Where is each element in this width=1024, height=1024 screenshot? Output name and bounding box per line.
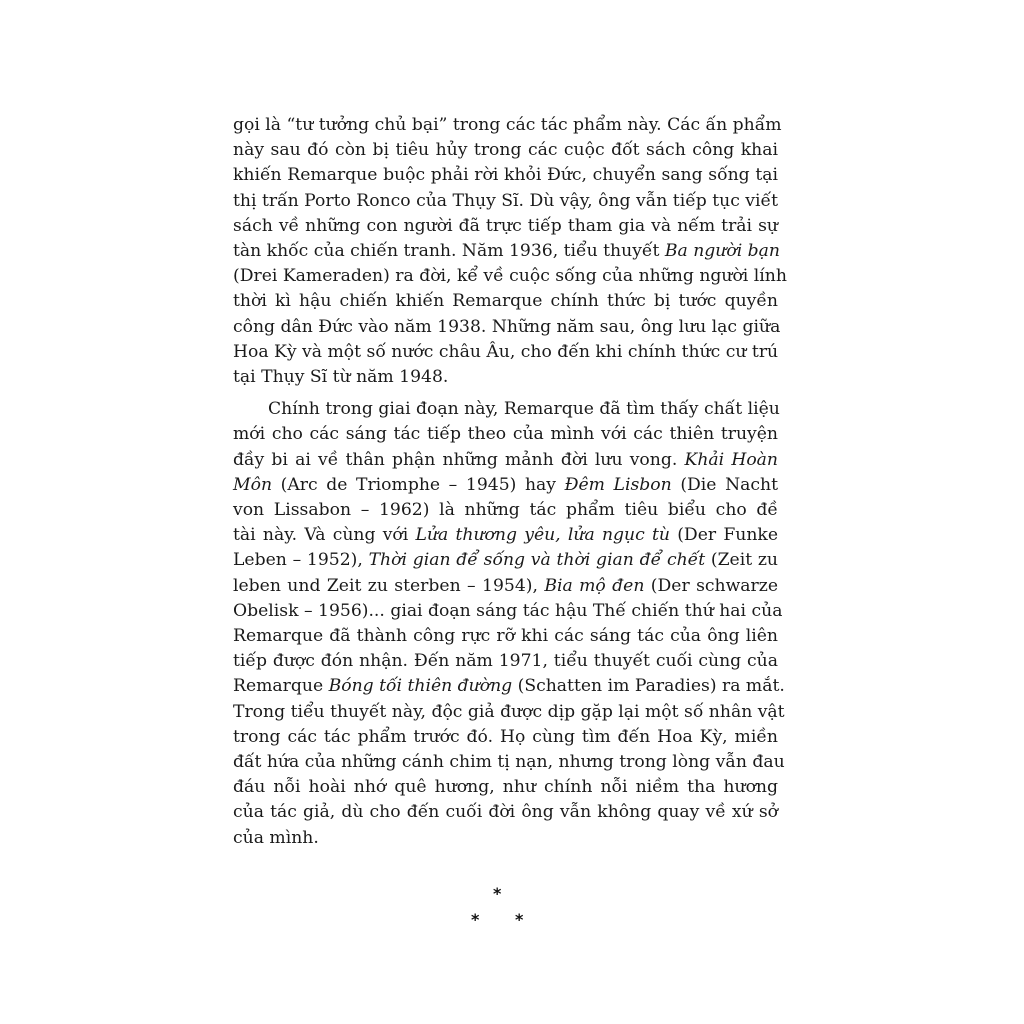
text-line: (Drei Kameraden) ra đời, kể về cuộc sống của những người lính [233,266,787,287]
text-line: trong các tác phẩm trước đó. Họ cùng tìm đến Hoa Kỳ, miền [233,726,778,747]
body-text [233,113,787,858]
book-title-dem-lisbon: Đêm Lisbon [564,474,672,495]
text-run: tài này. Và cùng với [233,525,416,546]
text-line: thời kì hậu chiến khiến Remarque chính thức bị tước quyền [233,291,778,312]
text-run: tàn khốc của chiến tranh. Năm 1936, tiểu thuyết [233,241,665,262]
book-title-bong-toi-thien-duong: Bóng tối thiên đường [328,676,513,697]
text-line [233,674,785,699]
text-line [233,448,778,473]
book-title-khai-hoan-mon-cont: Môn [233,474,273,495]
book-title-ba-nguoi-ban: Ba người bạn [664,241,780,262]
text-line [233,548,778,573]
text-run: (Arc de Triomphe – 1945) hay [272,474,565,495]
text-line [233,473,778,498]
text-run: (Schatten im Paradies) ra mắt. [512,676,785,697]
text-run: Remarque [233,676,329,697]
paragraph-2 [233,397,785,851]
text-run: (Die Nacht [671,474,778,495]
text-run: Leben – 1952), [233,550,369,571]
book-title-bia-mo-den: Bia mộ đen [544,575,645,596]
paragraph-1 [233,113,787,390]
text-line: đáu nỗi hoài nhớ quê hương, như chính nỗi niềm tha hương [233,777,778,798]
text-line [233,239,778,264]
text-line: đất hứa của những cánh chim tị nạn, nhưng trong lòng vẫn đau [233,752,785,773]
text-run: (Der schwarze [644,575,778,596]
text-line: von Lissabon – 1962) là những tác phẩm tiêu biểu cho đề [233,500,778,521]
text-line: của tác giả, dù cho đến cuối đời ông vẫn không quay về xứ sở [233,802,778,823]
text-line: khiến Remarque buộc phải rời khỏi Đức, chuyển sang sống tại [233,165,778,186]
text-line: Chính trong giai đoạn này, Remarque đã tìm thấy chất liệu [268,399,780,420]
text-line: công dân Đức vào năm 1938. Những năm sau, ông lưu lạc giữa [233,316,781,337]
text-line: này sau đó còn bị tiêu hủy trong các cuộc đốt sách công khai [233,140,778,161]
section-break-asterism [470,884,530,934]
text-run: (Zeit zu [705,550,778,571]
text-line: Obelisk – 1956)... giai đoạn sáng tác hậu Thế chiến thứ hai của [233,600,783,621]
text-line: mới cho các sáng tác tiếp theo của mình với các thiên truyện [233,424,778,445]
text-line: tại Thụy Sĩ từ năm 1948. [233,367,449,388]
text-line: của mình. [233,827,319,848]
text-line: thị trấn Porto Ronco của Thụy Sĩ. Dù vậy, ông vẫn tiếp tục viết [233,190,778,211]
asterisk-icon: * [515,910,524,929]
text-line: gọi là “tư tưởng chủ bại” trong các tác phẩm này. Các ấn phẩm [233,115,782,135]
text-line: sách về những con người đã trực tiếp tham gia và nếm trải sự [233,215,778,236]
asterisk-icon: * [493,884,502,903]
text-line: Hoa Kỳ và một số nước châu Âu, cho đến khi chính thức cư trú [233,341,779,362]
text-run: đầy bi ai về thân phận những mảnh đời lưu vong. [233,449,685,470]
text-line: Remarque đã thành công rực rỡ khi các sáng tác của ông liên [233,626,778,647]
book-title-khai-hoan-mon: Khải Hoàn [684,449,778,470]
text-run: leben und Zeit zu sterben – 1954), [233,575,545,596]
book-title-lua-thuong-yeu: Lửa thương yêu, lửa ngục tù [415,525,670,546]
book-title-thoi-gian-de-song: Thời gian để sống và thời gian để chết [368,550,706,571]
text-run: (Der Funke [669,525,779,546]
text-line: Trong tiểu thuyết này, độc giả được dịp gặp lại một số nhân vật [233,701,785,722]
text-line: tiếp được đón nhận. Đến năm 1971, tiểu thuyết cuối cùng của [233,651,778,672]
text-line [233,523,778,548]
asterisk-icon: * [471,910,480,929]
text-line [233,574,778,599]
